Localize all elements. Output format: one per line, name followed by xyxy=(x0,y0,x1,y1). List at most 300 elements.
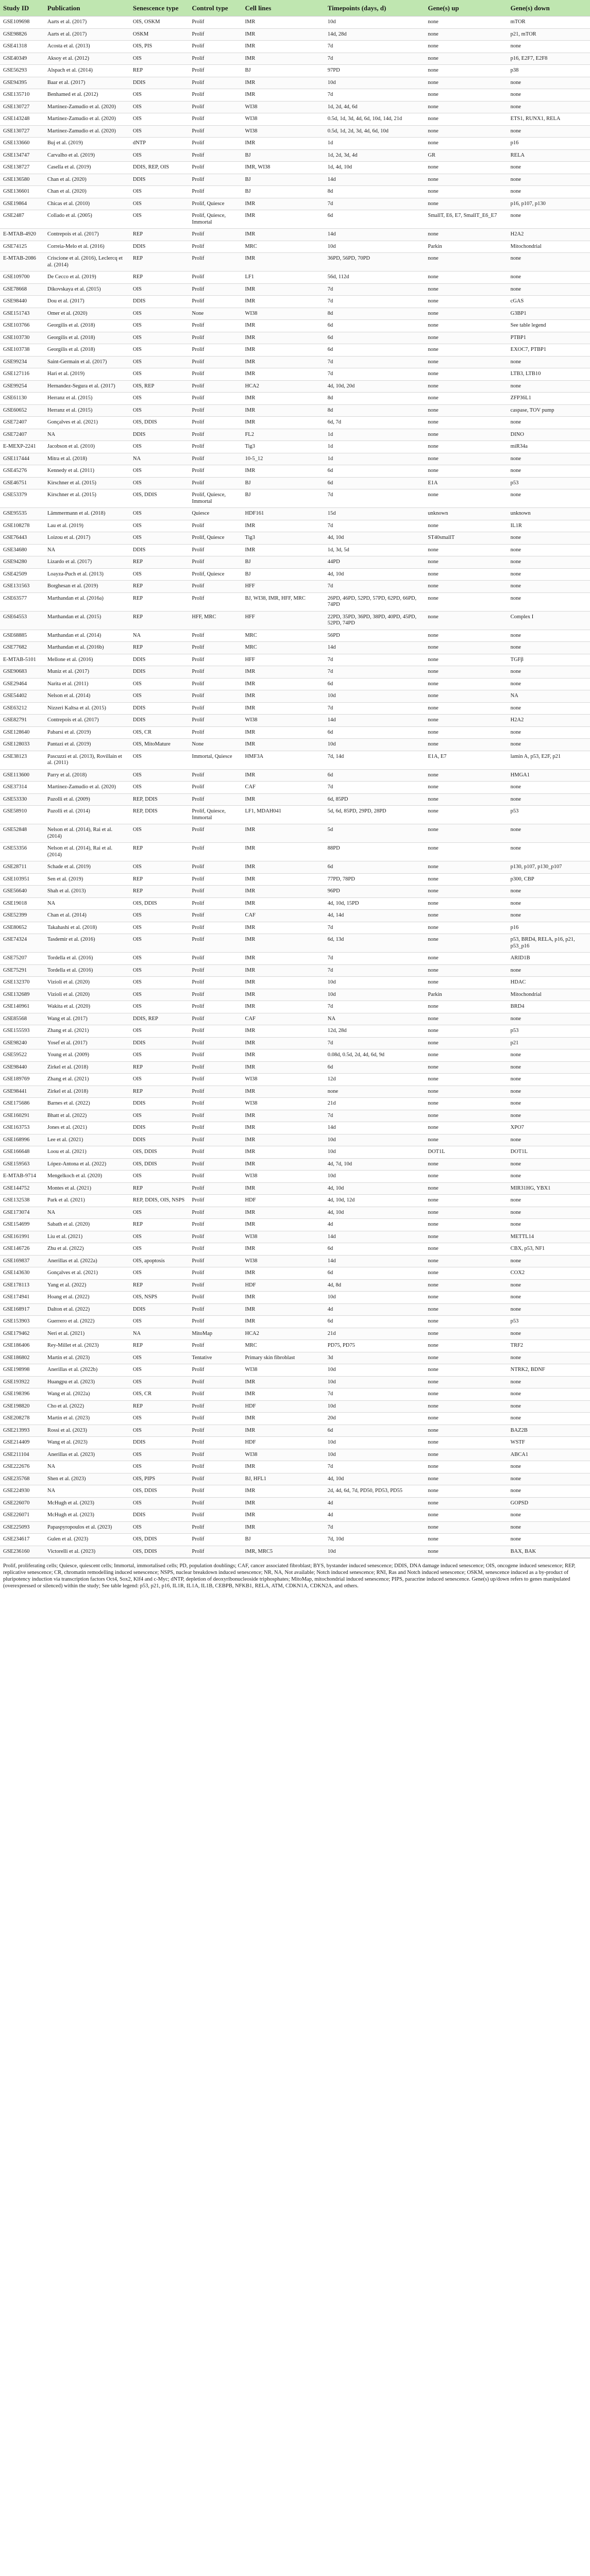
table-cell: Prolif xyxy=(189,922,242,934)
table-cell: Sen et al. (2019) xyxy=(44,873,130,886)
table-cell: DDIS xyxy=(130,666,189,679)
table-cell: OIS, NSPS xyxy=(130,1292,189,1304)
table-cell: OIS, REP xyxy=(130,380,189,393)
table-cell: HDF xyxy=(242,1279,324,1292)
table-cell: G3BP1 xyxy=(508,308,590,320)
table-cell: none xyxy=(425,368,507,381)
table-cell: REP xyxy=(130,592,189,611)
table-cell: Prolif xyxy=(189,1485,242,1498)
table-row xyxy=(0,429,590,441)
table-row xyxy=(0,1049,590,1062)
table-cell: GSE143248 xyxy=(0,113,44,126)
table-cell: OIS xyxy=(130,332,189,344)
table-cell: GSE63212 xyxy=(0,702,44,715)
table-cell: p16, p107, p130 xyxy=(508,198,590,210)
table-row xyxy=(0,726,590,739)
table-cell: Prolif xyxy=(189,1146,242,1159)
table-row xyxy=(0,769,590,782)
table-cell: GSE168917 xyxy=(0,1303,44,1316)
table-cell: Gonçalves et al. (2021) xyxy=(44,1267,130,1280)
table-cell: Prolif xyxy=(189,174,242,186)
table-cell: none xyxy=(425,1122,507,1134)
table-cell: 7d xyxy=(325,356,425,368)
table-cell: 21d xyxy=(325,1328,425,1340)
table-cell: DDIS, REP xyxy=(130,1013,189,1025)
table-cell: 6d xyxy=(325,477,425,489)
table-cell: OIS xyxy=(130,568,189,581)
table-cell: McHugh et al. (2023) xyxy=(44,1497,130,1510)
table-cell: Dalton et al. (2022) xyxy=(44,1303,130,1316)
table-row xyxy=(0,611,590,630)
table-cell: OIS xyxy=(130,520,189,532)
table-cell: 6d, 13d xyxy=(325,934,425,953)
table-cell: GSE128033 xyxy=(0,739,44,751)
table-cell: GSE75291 xyxy=(0,964,44,977)
table-cell: De Cecco et al. (2019) xyxy=(44,272,130,284)
table-row xyxy=(0,1061,590,1074)
table-cell: 15d xyxy=(325,508,425,520)
table-cell: BJ xyxy=(242,186,324,198)
table-cell: GSE193922 xyxy=(0,1376,44,1388)
table-cell: none xyxy=(425,272,507,284)
table-cell: p300, CBP xyxy=(508,873,590,886)
table-cell: none xyxy=(425,1546,507,1558)
table-cell: BJ xyxy=(242,568,324,581)
table-cell: IMR xyxy=(242,824,324,843)
table-cell: Park et al. (2021) xyxy=(44,1195,130,1207)
table-cell: none xyxy=(425,465,507,478)
table-cell: none xyxy=(425,113,507,126)
table-cell: none xyxy=(425,1413,507,1425)
table-cell: Wang et al. (2023) xyxy=(44,1437,130,1449)
table-cell: Quiesce xyxy=(189,508,242,520)
table-cell: 4d xyxy=(325,1219,425,1231)
table-cell: GSE226071 xyxy=(0,1510,44,1522)
table-cell: IMR xyxy=(242,16,324,29)
table-row xyxy=(0,544,590,556)
table-cell: GSE113600 xyxy=(0,769,44,782)
table-cell: OIS xyxy=(130,922,189,934)
table-cell: REP xyxy=(130,1061,189,1074)
table-cell: none xyxy=(425,1061,507,1074)
table-cell: PTBP1 xyxy=(508,332,590,344)
table-row xyxy=(0,1037,590,1049)
table-cell: OIS xyxy=(130,678,189,690)
table-cell: GSE117444 xyxy=(0,453,44,465)
table-cell: REP xyxy=(130,873,189,886)
table-cell: HMF3A xyxy=(242,751,324,769)
table-cell: Prolif xyxy=(189,477,242,489)
table-cell: GSE186406 xyxy=(0,1340,44,1352)
table-row xyxy=(0,283,590,296)
table-cell: IMR xyxy=(242,344,324,357)
table-cell: IMR xyxy=(242,368,324,381)
table-cell: 10d xyxy=(325,977,425,989)
table-cell: Prolif, Quiesce xyxy=(189,198,242,210)
table-cell: 10d xyxy=(325,1146,425,1159)
table-cell: none xyxy=(508,1303,590,1316)
table-cell: none xyxy=(425,793,507,806)
table-cell: 1d xyxy=(325,138,425,150)
table-cell: GSE53330 xyxy=(0,793,44,806)
table-cell: unknown xyxy=(508,508,590,520)
table-cell: none xyxy=(425,1098,507,1110)
table-cell: GSE53379 xyxy=(0,489,44,508)
table-cell: GSE19018 xyxy=(0,897,44,910)
table-cell: Pazolli et al. (2014) xyxy=(44,806,130,824)
table-cell: McHugh et al. (2023) xyxy=(44,1510,130,1522)
table-cell: none xyxy=(425,101,507,113)
table-cell: OIS xyxy=(130,1049,189,1062)
table-cell: 4d xyxy=(325,1303,425,1316)
table-cell: 4d, 10d, 20d xyxy=(325,380,425,393)
table-cell: 6d xyxy=(325,1267,425,1280)
table-cell: OIS xyxy=(130,1074,189,1086)
table-cell: OIS xyxy=(130,1025,189,1038)
table-cell: none xyxy=(425,1013,507,1025)
table-row xyxy=(0,1001,590,1013)
table-cell: OIS xyxy=(130,824,189,843)
table-cell: IMR xyxy=(242,1521,324,1534)
table-cell: Prolif xyxy=(189,630,242,642)
table-cell: Vizioli et al. (2020) xyxy=(44,989,130,1001)
table-cell: DDIS xyxy=(130,429,189,441)
table-cell: MRC xyxy=(242,642,324,654)
table-cell: none xyxy=(425,581,507,593)
table-cell: XPO7 xyxy=(508,1122,590,1134)
table-cell: Prolif xyxy=(189,793,242,806)
table-cell: Prolif xyxy=(189,592,242,611)
table-cell: 6d xyxy=(325,769,425,782)
table-cell: GSE127116 xyxy=(0,368,44,381)
header-row xyxy=(0,0,590,16)
table-cell: LF1 xyxy=(242,272,324,284)
table-cell: 1d, 4d, 10d xyxy=(325,162,425,174)
table-cell: none xyxy=(508,1473,590,1485)
table-cell: 44PD xyxy=(325,556,425,569)
table-cell: Prolif xyxy=(189,1049,242,1062)
table-cell: HDAC xyxy=(508,977,590,989)
table-cell: none xyxy=(508,964,590,977)
table-cell: GSE159563 xyxy=(0,1158,44,1171)
table-cell: GSE211104 xyxy=(0,1449,44,1461)
table-cell: IMR xyxy=(242,922,324,934)
table-cell: Nelson et al. (2014), Rai et al. (2014) xyxy=(44,824,130,843)
table-cell: 56PD xyxy=(325,630,425,642)
table-cell: IMR xyxy=(242,1049,324,1062)
table-row xyxy=(0,751,590,769)
table-cell: REP xyxy=(130,1086,189,1098)
table-cell: none xyxy=(425,1328,507,1340)
table-cell: none xyxy=(508,843,590,861)
table-cell: Prolif xyxy=(189,1534,242,1546)
table-row xyxy=(0,1207,590,1219)
table-cell: none xyxy=(425,89,507,101)
table-cell: GSE235768 xyxy=(0,1473,44,1485)
table-cell: Barnes et al. (2022) xyxy=(44,1098,130,1110)
table-cell: IMR xyxy=(242,953,324,965)
table-cell: none xyxy=(425,53,507,65)
table-cell: Marthandan et al. (2016b) xyxy=(44,642,130,654)
table-cell: Prolif xyxy=(189,1425,242,1437)
table-cell: Prolif xyxy=(189,344,242,357)
table-cell: IMR xyxy=(242,138,324,150)
table-cell: 10d xyxy=(325,1546,425,1558)
table-cell: DDIS xyxy=(130,544,189,556)
table-cell: Mellone et al. (2016) xyxy=(44,654,130,666)
table-cell: none xyxy=(508,125,590,138)
table-cell: Cho et al. (2022) xyxy=(44,1400,130,1413)
table-cell: RELA xyxy=(508,149,590,162)
table-cell: OIS xyxy=(130,1521,189,1534)
table-cell: OIS xyxy=(130,977,189,989)
table-cell: Kennedy et al. (2011) xyxy=(44,465,130,478)
table-cell: Prolif xyxy=(189,113,242,126)
table-cell: GSE34680 xyxy=(0,544,44,556)
table-cell: Zhang et al. (2021) xyxy=(44,1074,130,1086)
table-cell: IMR xyxy=(242,320,324,332)
table-row xyxy=(0,1255,590,1267)
table-cell: DDIS xyxy=(130,1037,189,1049)
table-cell: p16, E2F7, E2F8 xyxy=(508,53,590,65)
table-cell: CAF xyxy=(242,1013,324,1025)
table-cell: IMR xyxy=(242,1303,324,1316)
table-cell: none xyxy=(425,1485,507,1498)
table-cell: Lau et al. (2019) xyxy=(44,520,130,532)
table-cell: Dou et al. (2017) xyxy=(44,296,130,308)
table-cell: See table legend xyxy=(508,320,590,332)
table-cell: OIS xyxy=(130,1267,189,1280)
table-cell: GSE76443 xyxy=(0,532,44,545)
table-cell: GSE94395 xyxy=(0,77,44,89)
table-cell: GSE53356 xyxy=(0,843,44,861)
table-cell: none xyxy=(425,489,507,508)
table-cell: DDIS xyxy=(130,715,189,727)
table-cell: OIS xyxy=(130,344,189,357)
table-cell: Prolif xyxy=(189,1134,242,1146)
table-cell: 10d xyxy=(325,1171,425,1183)
table-cell: Prolif xyxy=(189,465,242,478)
table-cell: Martinez-Zamudio et al. (2020) xyxy=(44,782,130,794)
table-cell: IMR xyxy=(242,1497,324,1510)
table-cell: 10d xyxy=(325,739,425,751)
table-cell: NA xyxy=(130,453,189,465)
table-cell: Prolif xyxy=(189,964,242,977)
table-cell: 6d xyxy=(325,1061,425,1074)
table-row xyxy=(0,441,590,453)
table-cell: IMR xyxy=(242,1025,324,1038)
table-cell: GSE56640 xyxy=(0,886,44,898)
table-cell: mTOR xyxy=(508,16,590,29)
table-cell: none xyxy=(508,41,590,53)
table-cell: GSE174941 xyxy=(0,1292,44,1304)
table-cell: IMR xyxy=(242,726,324,739)
table-cell: none xyxy=(508,1110,590,1122)
table-cell: IMR xyxy=(242,873,324,886)
table-cell: None xyxy=(189,308,242,320)
table-cell: 4d xyxy=(325,1497,425,1510)
table-cell: Prolif xyxy=(189,824,242,843)
table-cell: Prolif xyxy=(189,678,242,690)
table-cell: OIS xyxy=(130,1461,189,1473)
table-cell: 2d, 4d, 6d, 7d, PD50, PD53, PD55 xyxy=(325,1485,425,1498)
table-cell: none xyxy=(508,910,590,922)
table-row xyxy=(0,417,590,429)
table-cell: 10d xyxy=(325,77,425,89)
table-cell: GSE236160 xyxy=(0,1546,44,1558)
table-cell: IMR xyxy=(242,1122,324,1134)
table-cell: Prolif xyxy=(189,356,242,368)
table-cell: REP xyxy=(130,642,189,654)
table-cell: Prolif, Quiesce, Immortal xyxy=(189,489,242,508)
table-cell: METTL14 xyxy=(508,1231,590,1243)
table-cell: none xyxy=(508,1510,590,1522)
table-cell: Prolif xyxy=(189,1546,242,1558)
table-cell: E-MTAB-2086 xyxy=(0,253,44,272)
table-cell: 7d xyxy=(325,41,425,53)
table-row xyxy=(0,1267,590,1280)
table-cell: 6d xyxy=(325,861,425,874)
table-cell: none xyxy=(425,739,507,751)
table-row xyxy=(0,1171,590,1183)
table-cell: 7d xyxy=(325,520,425,532)
table-row xyxy=(0,272,590,284)
table-cell: caspase, TOV pump xyxy=(508,404,590,417)
table-cell: Mitochondrial xyxy=(508,241,590,253)
table-cell: REP xyxy=(130,65,189,77)
table-cell: OIS xyxy=(130,101,189,113)
table-cell: TGFβ xyxy=(508,654,590,666)
table-cell: WI38 xyxy=(242,1074,324,1086)
table-cell: TRF2 xyxy=(508,1340,590,1352)
table-row xyxy=(0,977,590,989)
table-cell: none xyxy=(425,678,507,690)
table-cell: none xyxy=(425,1376,507,1388)
table-cell: BJ, WI38, IMR, HFF, MRC xyxy=(242,592,324,611)
table-cell: IMR xyxy=(242,1219,324,1231)
table-row xyxy=(0,1352,590,1364)
table-cell: 4d, 10d xyxy=(325,1182,425,1195)
table-row xyxy=(0,453,590,465)
table-cell: IMR xyxy=(242,702,324,715)
table-cell: 1d xyxy=(325,429,425,441)
table-cell: GSE99254 xyxy=(0,380,44,393)
table-cell: OIS xyxy=(130,1352,189,1364)
table-cell: OIS xyxy=(130,532,189,545)
table-cell: OIS xyxy=(130,989,189,1001)
column-header: Gene(s) down xyxy=(508,0,590,16)
table-row xyxy=(0,1086,590,1098)
table-cell: Prolif xyxy=(189,296,242,308)
table-cell: GSE64553 xyxy=(0,611,44,630)
table-row xyxy=(0,702,590,715)
table-cell: 4d, 7d, 10d xyxy=(325,1158,425,1171)
table-cell: p16 xyxy=(508,138,590,150)
table-cell: none xyxy=(425,229,507,241)
table-cell: 14d xyxy=(325,642,425,654)
table-cell: none xyxy=(508,210,590,229)
table-cell: 7d xyxy=(325,1461,425,1473)
table-cell: OIS xyxy=(130,1171,189,1183)
table-cell: GSE74324 xyxy=(0,934,44,953)
table-row xyxy=(0,910,590,922)
table-cell: GSE173074 xyxy=(0,1207,44,1219)
table-cell: CBX, p53, NF1 xyxy=(508,1243,590,1256)
table-cell: none xyxy=(425,726,507,739)
table-cell: none xyxy=(425,782,507,794)
table-cell: none xyxy=(425,910,507,922)
table-row xyxy=(0,1449,590,1461)
table-cell: none xyxy=(425,964,507,977)
table-cell: OIS xyxy=(130,1110,189,1122)
table-cell: none xyxy=(425,162,507,174)
table-cell: none xyxy=(325,1086,425,1098)
table-cell: OIS xyxy=(130,1376,189,1388)
table-cell: 7d xyxy=(325,1388,425,1401)
table-row xyxy=(0,1364,590,1377)
table-cell: Marthandan et al. (2016a) xyxy=(44,592,130,611)
table-row xyxy=(0,824,590,843)
table-cell: None xyxy=(189,739,242,751)
table-cell: Marthandan et al. (2015) xyxy=(44,611,130,630)
table-cell: Prolif xyxy=(189,429,242,441)
table-row xyxy=(0,922,590,934)
table-cell: 0.5d, 1d, 2d, 3d, 4d, 6d, 10d xyxy=(325,125,425,138)
table-cell: Prolif xyxy=(189,77,242,89)
table-cell: 10d xyxy=(325,1400,425,1413)
table-cell: Prolif xyxy=(189,53,242,65)
table-cell: none xyxy=(425,1049,507,1062)
table-cell: HDF xyxy=(242,1437,324,1449)
table-row xyxy=(0,861,590,874)
table-cell: ST40smallT xyxy=(425,532,507,545)
table-cell: IMR xyxy=(242,964,324,977)
table-row xyxy=(0,113,590,126)
table-cell: Wang et al. (2017) xyxy=(44,1013,130,1025)
table-cell: none xyxy=(425,1267,507,1280)
table-cell: 6d, 85PD xyxy=(325,793,425,806)
table-cell: 7d xyxy=(325,654,425,666)
table-cell: none xyxy=(508,568,590,581)
table-row xyxy=(0,1510,590,1522)
table-cell: Prolif xyxy=(189,1195,242,1207)
column-header: Study ID xyxy=(0,0,44,16)
table-row xyxy=(0,782,590,794)
table-cell: 6d xyxy=(325,320,425,332)
table-cell: 7d xyxy=(325,53,425,65)
table-cell: 4d, 10d xyxy=(325,568,425,581)
table-cell: p53 xyxy=(508,477,590,489)
table-cell: DDIS, REP, OIS xyxy=(130,162,189,174)
table-cell: 10-5_12 xyxy=(242,453,324,465)
table-cell: Gonçalves et al. (2021) xyxy=(44,417,130,429)
table-cell: BJ xyxy=(242,477,324,489)
table-cell: GSE155593 xyxy=(0,1025,44,1038)
table-cell: GSE136580 xyxy=(0,174,44,186)
table-cell: OIS xyxy=(130,320,189,332)
table-cell: 4d, 14d xyxy=(325,910,425,922)
table-row xyxy=(0,308,590,320)
table-cell: 3d xyxy=(325,1352,425,1364)
table-cell: none xyxy=(425,592,507,611)
table-cell: none xyxy=(425,715,507,727)
table-row xyxy=(0,666,590,679)
table-cell: OIS xyxy=(130,1449,189,1461)
table-row xyxy=(0,1134,590,1146)
table-cell: IMR xyxy=(242,793,324,806)
table-cell: 14d xyxy=(325,1255,425,1267)
table-row xyxy=(0,1292,590,1304)
